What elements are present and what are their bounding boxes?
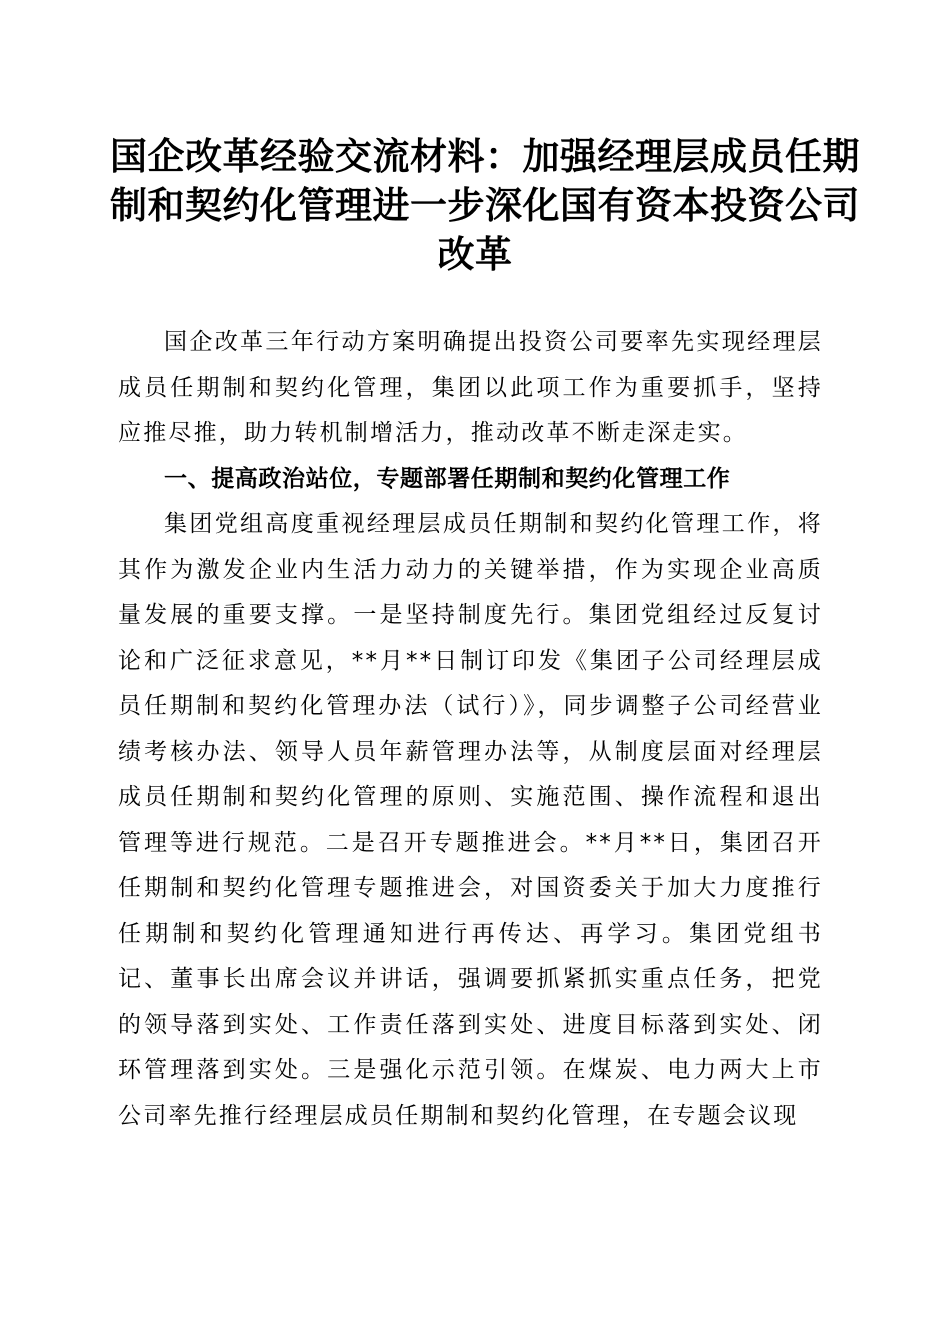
intro-paragraph: 国企改革三年行动方案明确提出投资公司要率先实现经理层成员任期制和契约化管理，集团以此项工作为重要抓手，坚持应推尽推，助力转机制增活力，推动改革不断走深走实。 bbox=[118, 329, 823, 446]
section-1-paragraph: 集团党组高度重视经理层成员任期制和契约化管理工作，将其作为激发企业内生活力动力的关键举措，作为实现企业高质量发展的重要支撑。一是坚持制度先行。集团党组经过反复讨论和广泛征求意见，**月**日制订印发《集团子公司经理层成员任期制和契约化管理办法（试行）》，同步调整子公司经营业绩考核办法、领导人员年薪管理办法等，从制度层面对经理层成员任期制和契约化管理的原则、实施范围、操作流程和退出管理等进行规范。二是召开专题推进会。**月**日，集团召开任期制和契约化管理专题推进会，对国资委关于加大力度推行任期制和契约化管理通知进行再传达、再学习。集团党组书记、董事长出席会议并讲话，强调要抓紧抓实重点任务，把党的领导落到实处、工作责任落到实处、进度目标落到实处、闭环管理落到实处。三是强化示范引领。在煤炭、电力两大上市公司率先推行经理层成员任期制和契约化管理，在专题会议现 bbox=[118, 511, 823, 1129]
title-line-1: 国企改革经验交流材料：加强经理层成员任期 bbox=[110, 134, 860, 178]
document-title bbox=[110, 132, 860, 279]
document-body bbox=[118, 320, 823, 1139]
title-line-3: 改革 bbox=[437, 232, 513, 276]
title-line-2: 制和契约化管理进一步深化国有资本投资公司 bbox=[110, 183, 860, 227]
section-1-heading: 一、提高政治站位，专题部署任期制和契约化管理工作 bbox=[164, 465, 731, 492]
